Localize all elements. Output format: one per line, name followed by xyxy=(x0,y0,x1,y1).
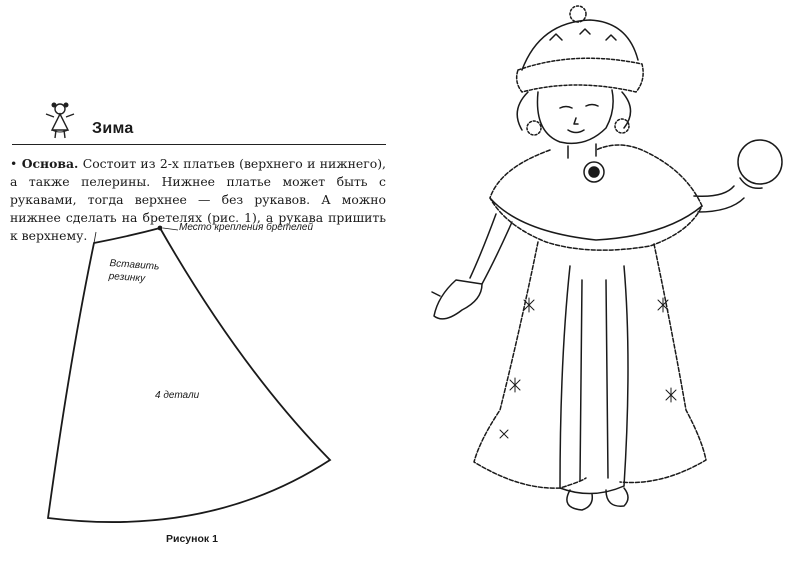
section-title: Зима xyxy=(92,120,134,137)
header-divider xyxy=(12,144,386,145)
girl-figure-icon xyxy=(40,100,80,140)
insert-elastic-label: Вставить резинку xyxy=(108,257,160,285)
bullet: • xyxy=(10,156,18,171)
pieces-count-label: 4 детали xyxy=(155,390,200,401)
pattern-outline xyxy=(48,228,330,522)
description-text: Состоит из 2-х платьев (верхнего и нижнего), а также пелерины. Нижнее платье может быть с рукавами, тогда верхнее — без рукавов. А можно нижнее сделать на бретелях (рис. 1), а рукава пришить к верхнему. xyxy=(10,156,386,243)
strap-mark-label: Место крепления бретелей xyxy=(179,222,314,233)
strap-mark xyxy=(158,226,163,231)
snow-maiden-costume-illustration xyxy=(410,0,800,578)
lead-term: Основа. xyxy=(21,156,79,171)
figure-caption: Рисунок 1 xyxy=(166,533,218,545)
skirt-pattern-figure xyxy=(0,218,400,548)
